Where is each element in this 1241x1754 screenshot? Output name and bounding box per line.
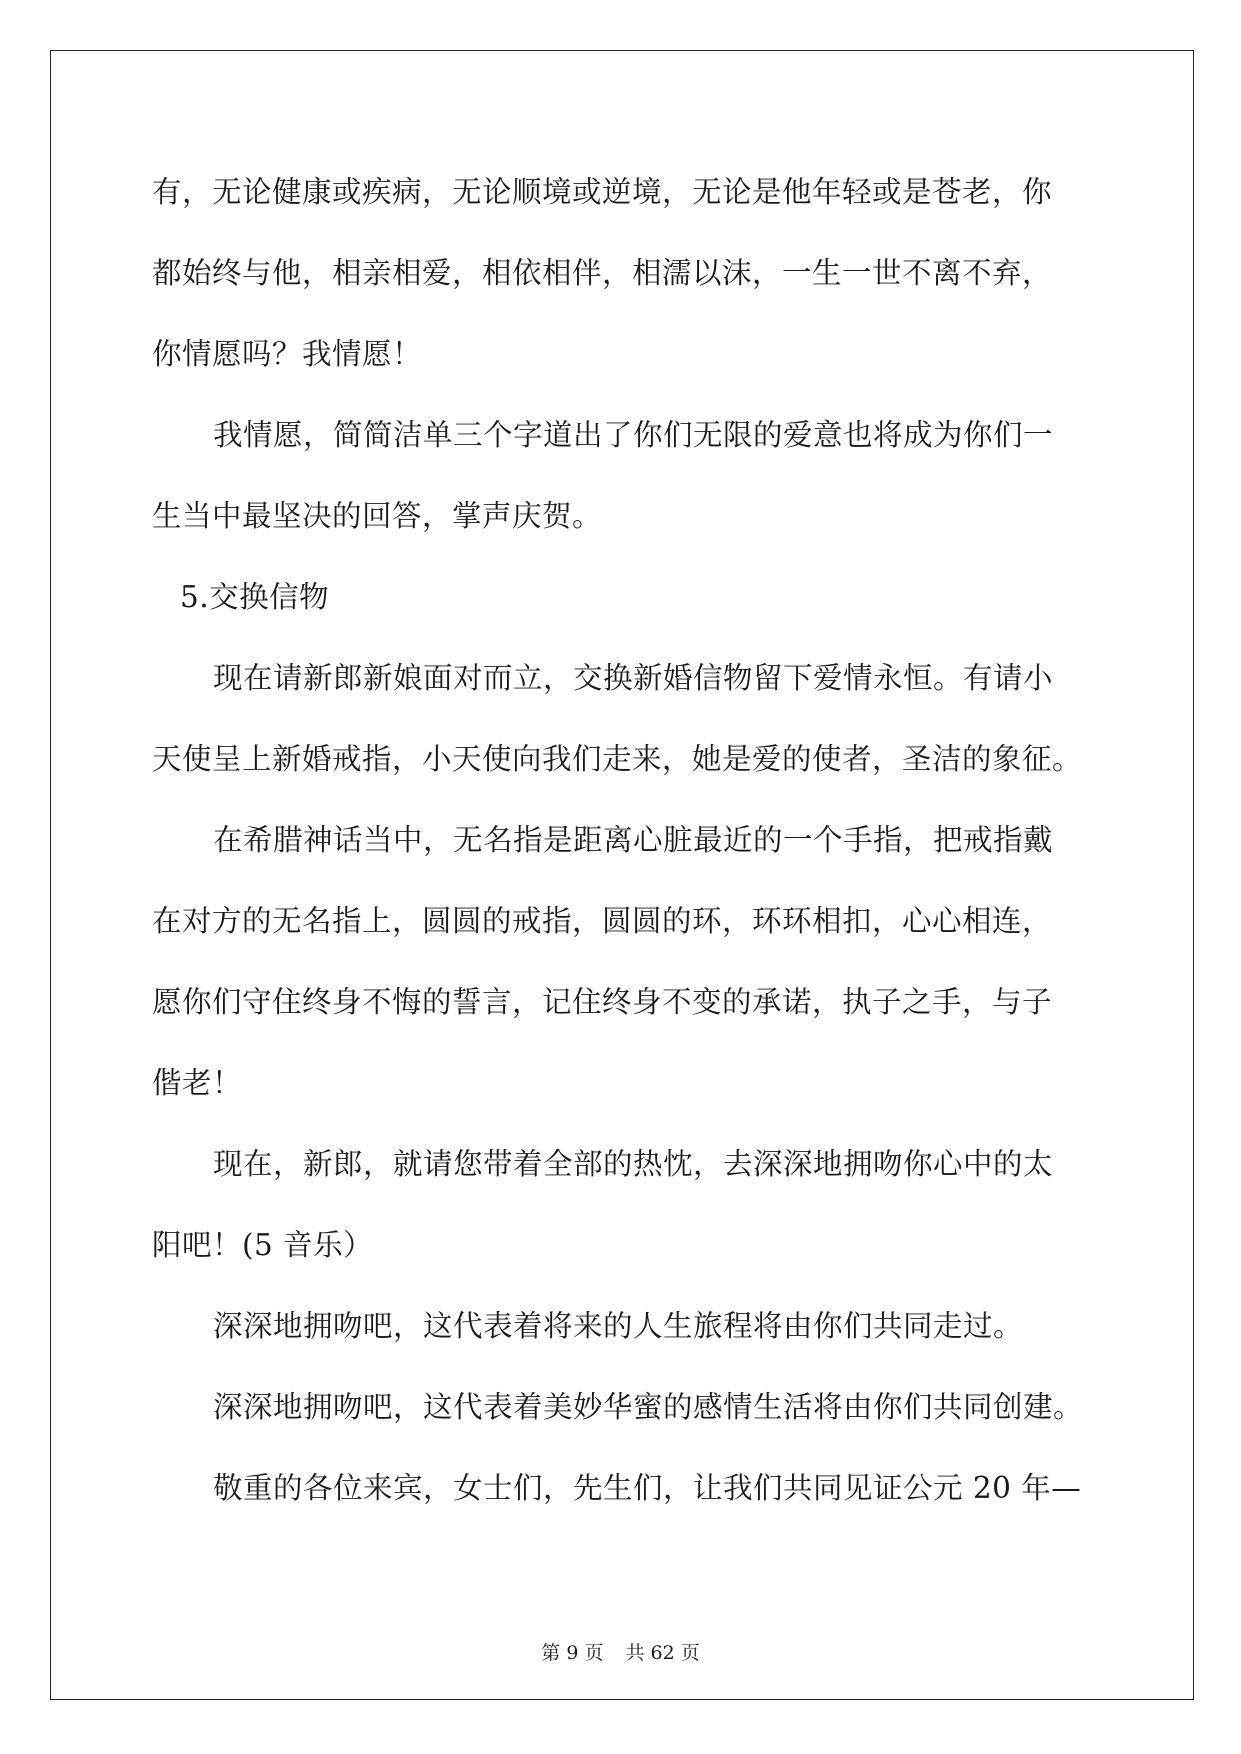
page-footer bbox=[0, 1640, 1241, 1666]
paragraph-start-line: 敬重的各位来宾，女士们，先生们，让我们共同见证公元 20 年— bbox=[213, 1471, 1082, 1505]
text-line: 你情愿吗？我情愿！ bbox=[152, 337, 423, 371]
text-line: 阳吧！(5 音乐） bbox=[152, 1228, 374, 1262]
text-line: 偕老！ bbox=[152, 1066, 243, 1100]
text-line: 愿你们守住终身不悔的誓言，记住终身不变的承诺，执子之手，与子 bbox=[152, 985, 1053, 1019]
paragraph-start-line: 我情愿，简简洁单三个字道出了你们无限的爱意也将成为你们一 bbox=[213, 418, 1054, 452]
text-line: 生当中最坚决的回答，掌声庆贺。 bbox=[152, 499, 603, 533]
text-line: 都始终与他，相亲相爱，相依相伴，相濡以沫，一生一世不离不弃， bbox=[152, 256, 1053, 290]
paragraph-start-line: 现在，新郎，就请您带着全部的热忱，去深深地拥吻你心中的太 bbox=[213, 1147, 1054, 1181]
paragraph-start-line: 在希腊神话当中，无名指是距离心脏最近的一个手指，把戒指戴 bbox=[213, 823, 1054, 857]
paragraph-start-line: 现在请新郎新娘面对而立，交换新婚信物留下爱情永恒。有请小 bbox=[213, 661, 1054, 695]
text-line: 有，无论健康或疾病，无论顺境或逆境，无论是他年轻或是苍老，你 bbox=[152, 175, 1053, 209]
paragraph-start-line: 深深地拥吻吧，这代表着将来的人生旅程将由你们共同走过。 bbox=[213, 1309, 1024, 1343]
section-heading: 5.交换信物 bbox=[180, 580, 330, 614]
page-border bbox=[50, 50, 1194, 1700]
page-number: 第 9 页 bbox=[541, 1642, 604, 1664]
page-total: 共 62 页 bbox=[625, 1642, 700, 1664]
text-line: 在对方的无名指上，圆圆的戒指，圆圆的环，环环相扣，心心相连， bbox=[152, 904, 1053, 938]
text-line: 天使呈上新婚戒指，小天使向我们走来，她是爱的使者，圣洁的象征。 bbox=[152, 742, 1083, 776]
paragraph-start-line: 深深地拥吻吧，这代表着美妙华蜜的感情生活将由你们共同创建。 bbox=[213, 1390, 1084, 1424]
